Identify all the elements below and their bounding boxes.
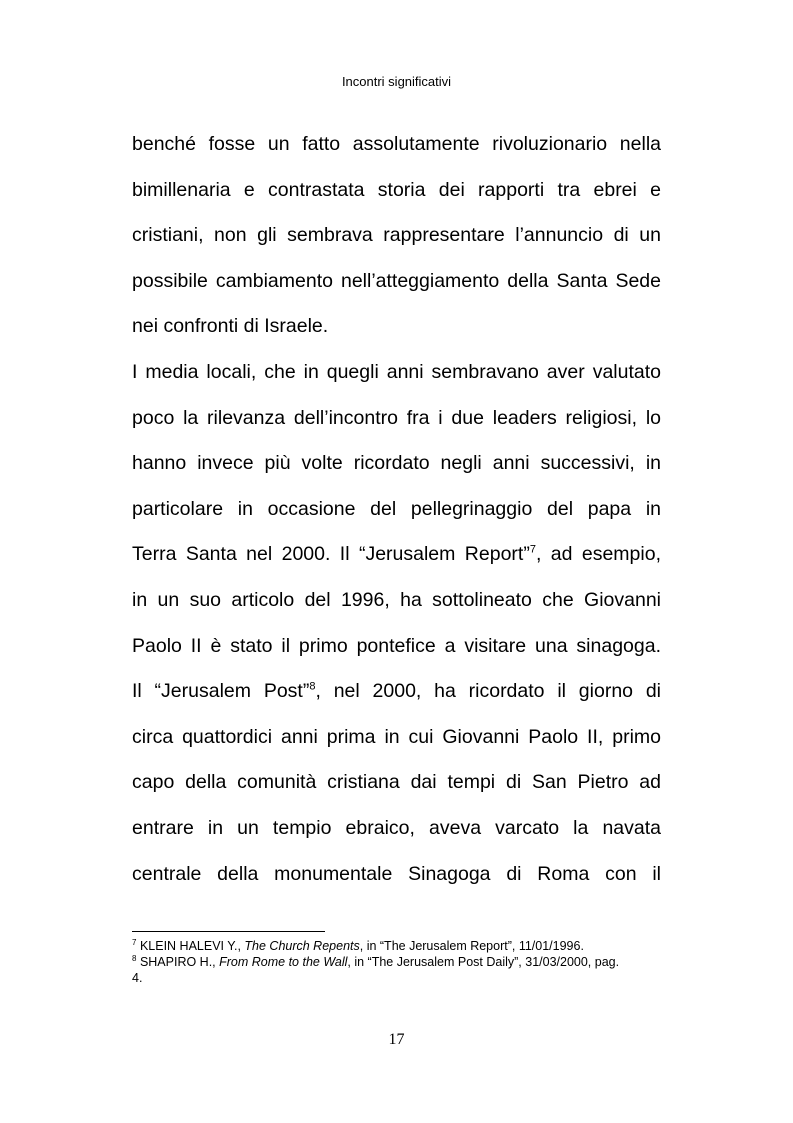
text-line: centrale della monumentale Sinagoga di Roma con il — [132, 862, 661, 885]
footnote-marker: 8 — [132, 953, 137, 963]
footnote-ref-8[interactable]: 8 — [309, 680, 316, 693]
page-number: 17 — [388, 1031, 405, 1048]
text-line: Paolo II è stato il primo pontefice a visitare una sinagoga. — [132, 634, 661, 657]
text-segment: , ad esempio, — [535, 543, 661, 566]
footnote-citation: , in “The Jerusalem Report”, 11/01/1996. — [359, 939, 584, 953]
text-line: cristiani, non gli sembrava rappresentare l’annuncio di un — [132, 224, 661, 247]
footnote-title: The Church Repents — [244, 939, 360, 953]
footnote-separator — [132, 931, 325, 932]
footnote-marker: 7 — [132, 937, 137, 947]
text-line: capo della comunità cristiana dai tempi di San Pietro ad — [132, 771, 661, 794]
text-line: bimillenaria e contrastata storia dei rapporti tra ebrei e — [132, 178, 661, 201]
footnote-citation: , in “The Jerusalem Post Daily”, 31/03/2000, pag. — [347, 955, 620, 969]
footnote-title: From Rome to the Wall — [219, 955, 348, 969]
text-line: entrare in un tempio ebraico, aveva varcato la navata — [132, 816, 661, 839]
text-line: poco la rilevanza dell’incontro fra i due leaders religiosi, lo — [132, 406, 661, 429]
text-line: nei confronti di Israele. — [132, 315, 329, 338]
text-segment: Terra Santa nel 2000. Il “Jerusalem Report” — [132, 543, 530, 566]
text-segment: , nel 2000, ha ricordato il giorno di — [315, 680, 661, 703]
footnote-citation-cont: 4. — [132, 971, 143, 985]
running-header: Incontri significativi — [341, 74, 452, 89]
footnote-8 — [132, 954, 661, 986]
text-line: hanno invece più volte ricordato negli anni successivi, in — [132, 452, 661, 475]
text-line: I media locali, che in quegli anni sembravano aver valutato — [132, 360, 661, 383]
footnotes — [132, 938, 661, 986]
text-line — [132, 535, 661, 581]
footnote-author: KLEIN HALEVI Y., — [139, 939, 245, 953]
text-line: in un suo articolo del 1996, ha sottolineato che Giovanni — [132, 588, 661, 611]
body-text — [132, 125, 661, 900]
text-line: circa quattordici anni prima in cui Giovanni Paolo II, primo — [132, 725, 661, 748]
text-line: particolare in occasione del pellegrinaggio del papa in — [132, 497, 661, 520]
footnote-7 — [132, 938, 661, 954]
footnote-author: SHAPIRO H., — [139, 955, 220, 969]
footnote-ref-7[interactable]: 7 — [529, 543, 536, 556]
text-line: benché fosse un fatto assolutamente rivoluzionario nella — [132, 133, 661, 155]
text-segment: Il “Jerusalem Post” — [132, 680, 310, 703]
text-line: possibile cambiamento nell’atteggiamento della Santa Sede — [132, 269, 661, 292]
text-line — [132, 672, 661, 718]
